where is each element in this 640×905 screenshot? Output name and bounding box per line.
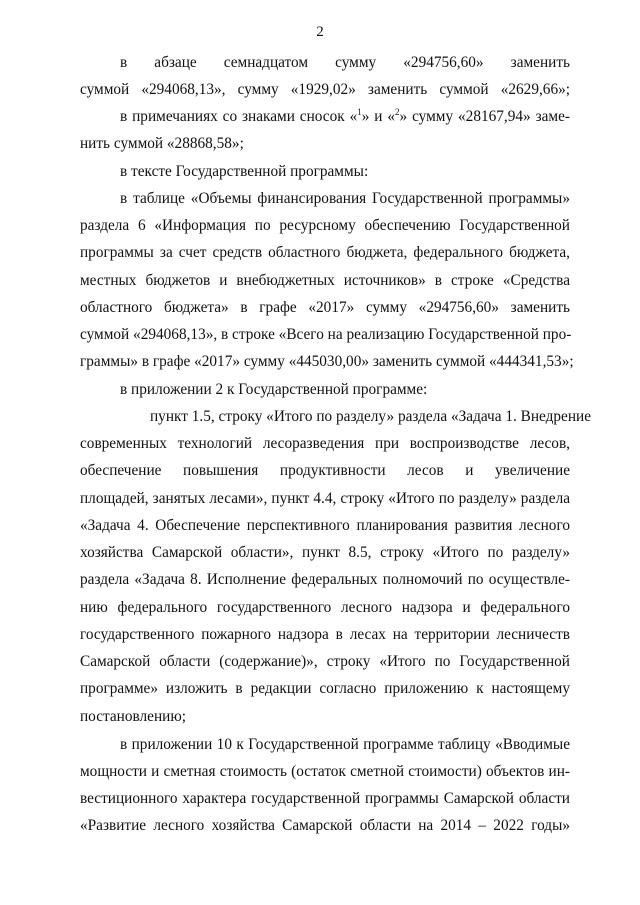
text-line: граммы» в графе «2017» сумму «445030,00» заменить суммой «444341,53»; [80, 353, 574, 370]
text-line: в абзаце семнадцатом сумму «294756,60» заменить [120, 54, 570, 71]
text-line: местных бюджетов и внебюджетных источников» в строке «Средства [80, 272, 570, 289]
text-line: раздела «Задача 8. Исполнение федеральных полномочий по осуществле- [80, 571, 570, 588]
text-line: в примечаниях со знаками сносок «$^1$» и «$^2$» сумму «28167,94» заме- [120, 107, 570, 125]
footnote-mark: 1 [357, 107, 362, 117]
text-line: областного бюджета» в графе «2017» сумму «294756,60» заменить [80, 299, 570, 316]
text-line: мощности и сметная стоимость (остаток сметной стоимости) объектов ин- [80, 763, 570, 780]
text-line: нию федерального государственного лесного надзора и федерального [80, 599, 570, 616]
text-line: площадей, занятых лесами», пункт 4.4, строку «Итого по разделу» раздела [80, 490, 570, 507]
text-line: программы за счет средств областного бюджета, федерального бюджета, [80, 244, 570, 261]
footnote-mark: 2 [395, 107, 400, 117]
text-line: раздела 6 «Информация по ресурсному обеспечению Государственной [80, 217, 570, 234]
text-line: в тексте Государственной программы: [120, 163, 369, 180]
text-line: суммой «294068,13», в строке «Всего на реализацию Государственной про- [80, 326, 572, 343]
text-line: современных технологий лесоразведения при воспроизводстве лесов, [80, 435, 570, 452]
text-line: «Развитие лесного хозяйства Самарской области на 2014 – 2022 годы» [80, 817, 570, 834]
text-line: постановлению; [80, 708, 186, 725]
text-line: обеспечение повышения продуктивности лесов и увеличение [80, 462, 570, 479]
text-line: нить суммой «28868,58»; [80, 135, 244, 152]
text-line: суммой «294068,13», сумму «1929,02» заменить суммой «2629,66»; [80, 81, 570, 98]
text-line: в приложении 10 к Государственной программе таблицу «Вводимые [120, 736, 570, 753]
text-line: Самарской области (содержание)», строку «Итого по Государственной [80, 653, 570, 670]
page-number: 2 [316, 24, 324, 40]
text-line: «Задача 4. Обеспечение перспективного планирования развития лесного [80, 517, 570, 534]
text-line: в приложении 2 к Государственной программе: [120, 381, 428, 398]
text-line: хозяйства Самарской области», пункт 8.5, строку «Итого по разделу» [80, 544, 570, 561]
text-line: в таблице «Объемы финансирования Государственной программы» [120, 190, 570, 207]
text-line: вестиционного характера государственной программы Самарской области [80, 790, 570, 807]
text-line: государственного пожарного надзора в лесах на территории лесничеств [80, 626, 570, 643]
text-line: пункт 1.5, строку «Итого по разделу» раздела «Задача 1. Внедрение [150, 408, 591, 425]
text-line: программе» изложить в редакции согласно приложению к настоящему [80, 680, 570, 697]
